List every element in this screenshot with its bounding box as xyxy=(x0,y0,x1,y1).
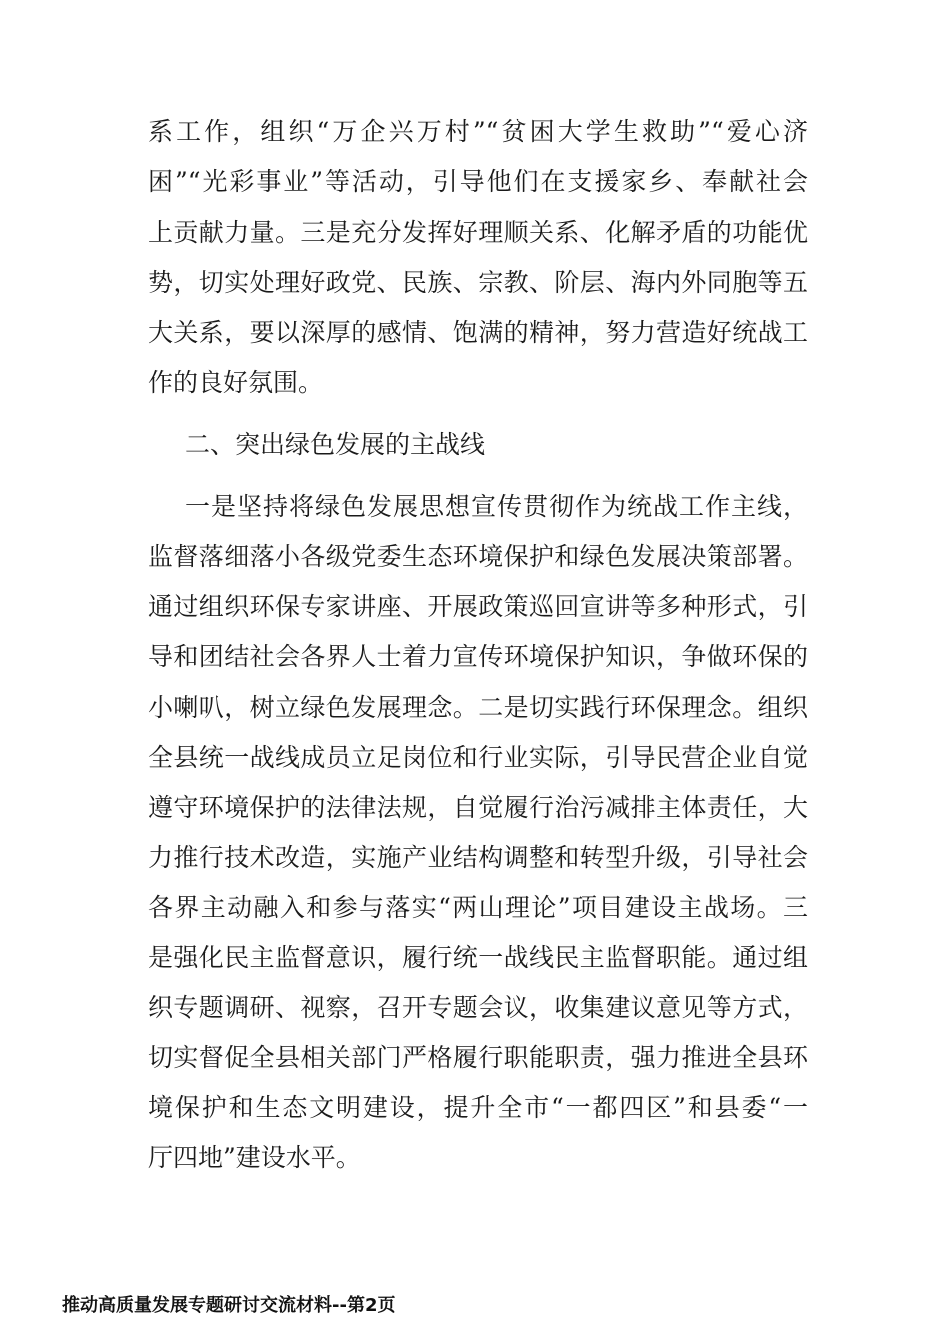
section-heading: 二、突出绿色发展的主战线 xyxy=(185,430,486,459)
body-text-line: 切实督促全县相关部门严格履行职能职责，强力推进全县环 xyxy=(148,1043,808,1072)
body-text-line: 织专题调研、视察，召开专题会议，收集建议意见等方式， xyxy=(148,993,808,1022)
body-text-line: 一是坚持将绿色发展思想宣传贯彻作为统战工作主线， xyxy=(185,492,808,521)
body-text-line: 遵守环境保护的法律法规，自觉履行治污减排主体责任，大 xyxy=(148,793,808,822)
body-text-line: 境保护和生态文明建设，提升全市“一都四区”和县委“一 xyxy=(148,1093,808,1122)
body-text-line: 小喇叭，树立绿色发展理念。二是切实践行环保理念。组织 xyxy=(148,693,808,722)
body-text-line: 势，切实处理好政党、民族、宗教、阶层、海内外同胞等五 xyxy=(148,268,808,297)
body-text-line: 力推行技术改造，实施产业结构调整和转型升级，引导社会 xyxy=(148,843,808,872)
body-text-line: 困”“光彩事业”等活动，引导他们在支援家乡、奉献社会 xyxy=(148,167,808,196)
body-text-line: 上贡献力量。三是充分发挥好理顺关系、化解矛盾的功能优 xyxy=(148,218,808,247)
body-text-line: 监督落细落小各级党委生态环境保护和绿色发展决策部署。 xyxy=(148,542,808,571)
body-text-line: 各界主动融入和参与落实“两山理论”项目建设主战场。三 xyxy=(148,893,808,922)
body-text-line: 是强化民主监督意识，履行统一战线民主监督职能。通过组 xyxy=(148,943,808,972)
body-text-line: 全县统一战线成员立足岗位和行业实际，引导民营企业自觉 xyxy=(148,743,808,772)
body-text-line: 作的良好氛围。 xyxy=(148,368,324,397)
page-footer: 推动高质量发展专题研讨交流材料--第2页 xyxy=(62,1295,396,1316)
body-text-line: 厅四地”建设水平。 xyxy=(148,1143,361,1172)
body-text-line: 大关系，要以深厚的感情、饱满的精神，努力营造好统战工 xyxy=(148,318,808,347)
body-text-line: 系工作，组织“万企兴万村”“贫困大学生救助”“爱心济 xyxy=(148,117,808,146)
body-text-line: 导和团结社会各界人士着力宣传环境保护知识，争做环保的 xyxy=(148,642,808,671)
body-text-line: 通过组织环保专家讲座、开展政策巡回宣讲等多种形式，引 xyxy=(148,592,808,621)
